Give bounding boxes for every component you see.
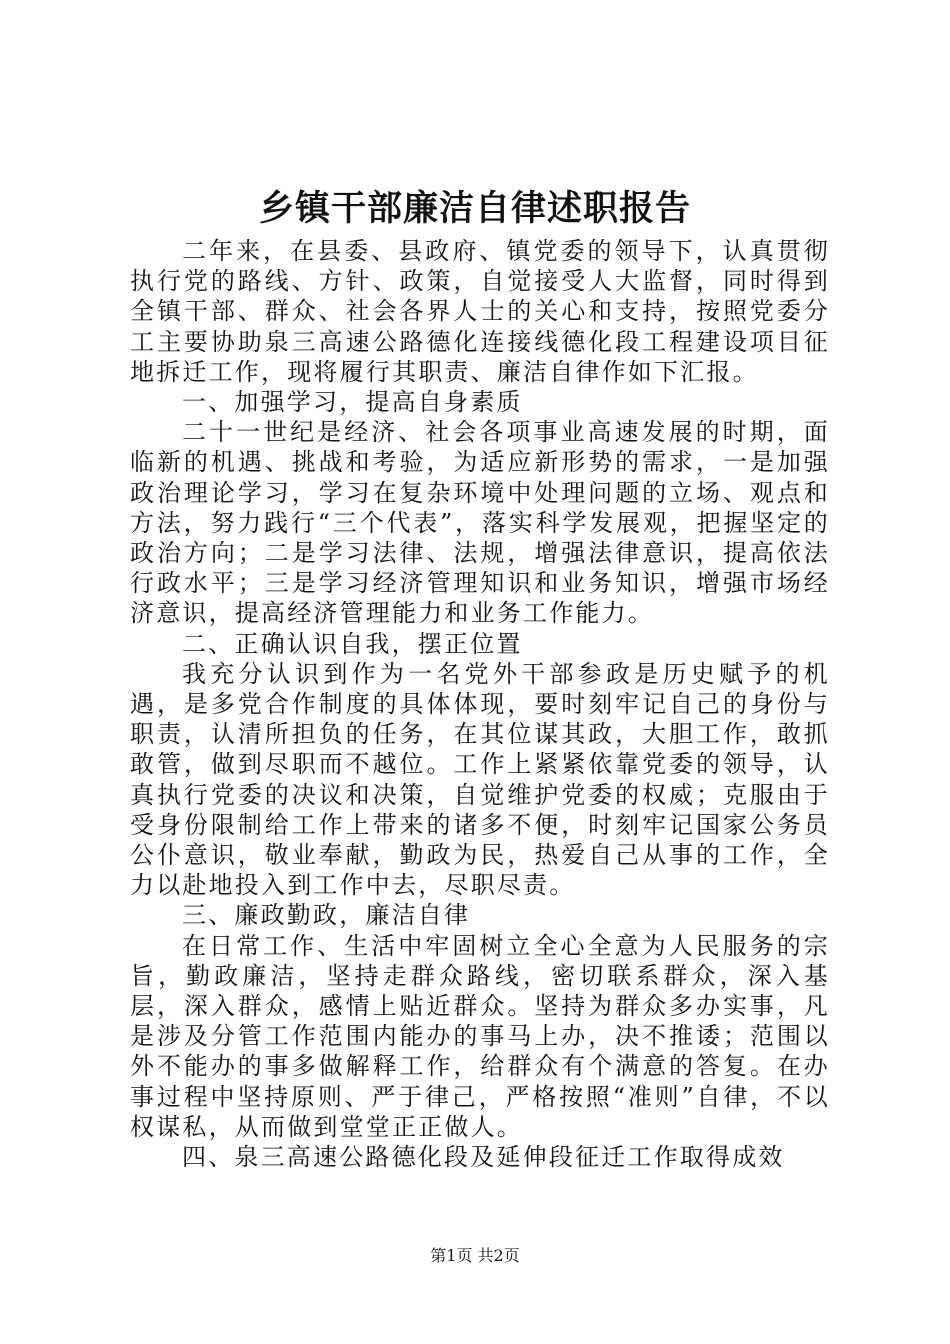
heading-section-4: 四、泉三高速公路德化段及延伸段征迁工作取得成效 xyxy=(182,1143,785,1172)
page-footer: 第1页 共2页 xyxy=(430,1246,520,1265)
paragraph-section-3: 在日常工作、生活中牢固树立全心全意为人民服务的宗旨，勤政廉洁，坚持走群众路线，密切联系群众，深入基层，深入群众，感情上贴近群众。坚持为群众多办实事，凡是涉及分管工作范围内能办的事马上办，决不推诿；范围以外不能办的事多做解释工作，给群众有个满意的答复。在办事过程中坚持原则、严于律己，严格按照“准则”自律，不以权谋私，从而做到堂堂正正做人。 xyxy=(130,931,830,1141)
paragraph-intro: 二年来，在县委、县政府、镇党委的领导下，认真贯彻执行党的路线、方针、政策，自觉接受人大监督，同时得到全镇干部、群众、社会各界人士的关心和支持，按照党委分工主要协助泉三高速公路德化连接线德化段工程建设项目征地拆迁工作，现将履行其职责、廉洁自律作如下汇报。 xyxy=(130,237,830,386)
heading-section-3: 三、廉政勤政，廉洁自律 xyxy=(182,901,471,930)
paragraph-section-2: 我充分认识到作为一名党外干部参政是历史赋予的机遇，是多党合作制度的具体体现，要时刻牢记自己的身份与职责，认清所担负的任务，在其位谋其政，大胆工作，敢抓敢管，做到尽职而不越位。工作上紧紧依靠党委的领导，认真执行党委的决议和决策，自觉维护党委的权威；克服由于受身份限制给工作上带来的诸多不便，时刻牢记国家公务员公仆意识，敬业奉献，勤政为民，热爱自己从事的工作，全力以赴地投入到工作中去，尽职尽责。 xyxy=(130,659,830,900)
heading-section-1: 一、加强学习，提高自身素质 xyxy=(182,388,523,417)
paragraph-section-1: 二十一世纪是经济、社会各项事业高速发展的时期，面临新的机遇、挑战和考验，为适应新形势的需求，一是加强政治理论学习，学习在复杂环境中处理问题的立场、观点和方法，努力践行“三个代表”，落实科学发展观，把握坚定的政治方向；二是学习法律、法规，增强法律意识，提高依法行政水平；三是学习经济管理知识和业务知识，增强市场经济意识，提高经济管理能力和业务工作能力。 xyxy=(130,418,830,628)
heading-section-2: 二、正确认识自我，摆正位置 xyxy=(182,629,523,658)
document-title: 乡镇干部廉洁自律述职报告 xyxy=(258,188,691,229)
document-body xyxy=(130,236,830,1172)
